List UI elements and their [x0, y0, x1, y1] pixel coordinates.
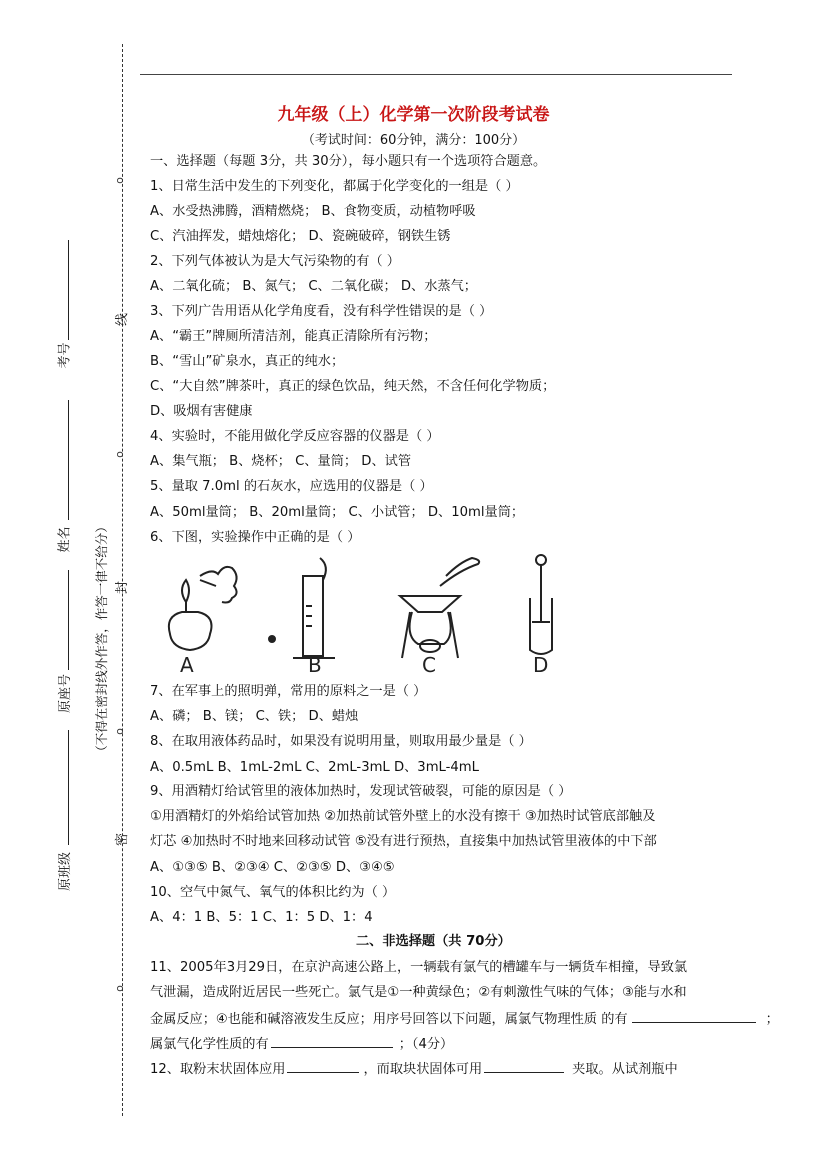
- q11-physical-answer-blank[interactable]: [632, 1008, 756, 1023]
- q11-line2: 气泄漏，造成附近居民一些死亡。氯气是①一种黄绿色；②有刺激性气味的气体；③能与水和: [150, 985, 687, 1000]
- field-seat-line[interactable]: [68, 570, 69, 670]
- q7-stem: 7、在军事上的照明弹，常用的原料之一是（ ）: [150, 684, 427, 699]
- q9-reasons-line2: 灯芯 ④加热时不时地来回移动试管 ⑤没有进行预热，直接集中加热试管里液体的中下部: [150, 834, 657, 849]
- q7-options: A、磷； B、镁； C、铁； D、蜡烛: [150, 709, 359, 724]
- q12-text-c: 夹取。从试剂瓶中: [572, 1062, 678, 1077]
- figure-a-alcohol-lamp: [169, 567, 237, 650]
- field-exam-number-label: 考号: [57, 342, 73, 369]
- figure-b-graduated-cylinder: [269, 558, 335, 658]
- field-seat-label: 原座号: [58, 673, 74, 714]
- binding-note: （不得在密封线外作答，作答一律不给分）: [93, 520, 109, 758]
- q5-stem: 5、量取 7.0ml 的石灰水，应选用的仪器是（ ）: [150, 479, 433, 494]
- q11-line3-text: 金属反应；④也能和碱溶液发生反应；用序号回答以下问题，属氯气物理性质 的有: [150, 1012, 628, 1027]
- q3-option-d: D、吸烟有害健康: [150, 404, 253, 419]
- q9-options: A、①③⑤ B、②③④ C、②③⑤ D、③④⑤: [150, 860, 395, 875]
- q11-line4-text: 属氯气化学性质的有: [150, 1037, 269, 1052]
- figure-label-a: A: [180, 653, 194, 676]
- figure-c-heating-setup: [400, 558, 479, 658]
- q11-line4-end: ；（4分）: [398, 1037, 454, 1052]
- field-exam-number-line[interactable]: [68, 240, 69, 340]
- q11-line4: [150, 1033, 453, 1055]
- figure-label-b: B: [308, 653, 322, 676]
- field-name-line[interactable]: [68, 400, 69, 520]
- q3-option-a: A、“霸王”牌厕所清洁剂，能真正清除所有污物；: [150, 329, 437, 344]
- q9-reasons-line1: ①用酒精灯的外焰给试管加热 ②加热前试管外壁上的水没有擦干 ③加热时试管底部触及: [150, 809, 656, 824]
- binding-mark-circle-2: o: [112, 451, 126, 458]
- top-rule: [140, 74, 732, 75]
- q4-options: A、集气瓶； B、烧杯； C、量筒； D、试管: [150, 454, 412, 469]
- q12-powder-blank[interactable]: [287, 1058, 359, 1073]
- binding-mark-circle-1: o: [112, 177, 126, 184]
- q11-line3: [150, 1008, 779, 1030]
- section1-heading: 一、选择题（每题 3分，共 30分），每小题只有一个选项符合题意。: [150, 154, 547, 169]
- q9-stem: 9、用酒精灯给试管里的液体加热时，发现试管破裂，可能的原因是（ ）: [150, 784, 572, 799]
- q12-line1: [150, 1058, 678, 1080]
- field-class-label: 原班级: [58, 851, 74, 892]
- binding-mark-xian: 线: [115, 312, 131, 327]
- q11-chemical-answer-blank[interactable]: [271, 1033, 393, 1048]
- exam-subtitle: （考试时间：60分钟，满分：100分）: [301, 133, 526, 148]
- exam-title: 九年级（上）化学第一次阶段考试卷: [277, 105, 550, 125]
- field-name-label: 姓名: [57, 526, 73, 553]
- q12-text-b: ，而取块状固体可用: [363, 1062, 483, 1077]
- q8-options: A、0.5mL B、1mL-2mL C、2mL-3mL D、3mL-4mL: [150, 760, 480, 775]
- q1-option-ab: A、水受热沸腾，酒精燃烧； B、食物变质，动植物呼吸: [150, 204, 476, 219]
- figure-d-dropper-test-tube: [530, 555, 552, 654]
- q11-line3-end: ；: [765, 1012, 779, 1027]
- q12-block-blank[interactable]: [484, 1058, 564, 1073]
- q5-options: A、50ml量筒； B、20ml量筒； C、小试管； D、10ml量筒；: [150, 505, 525, 520]
- q10-stem: 10、空气中氮气、氧气的体积比约为（ ）: [150, 885, 396, 900]
- q8-stem: 8、在取用液体药品时，如果没有说明用量，则取用最少量是（ ）: [150, 734, 532, 749]
- binding-mark-mi: 密: [115, 832, 131, 847]
- binding-mark-feng: 封: [115, 580, 131, 595]
- q4-stem: 4、实验时，不能用做化学反应容器的仪器是（ ）: [150, 429, 440, 444]
- q1-stem: 1、日常生活中发生的下列变化，都属于化学变化的一组是（ ）: [150, 179, 519, 194]
- q2-stem: 2、下列气体被认为是大气污染物的有（ ）: [150, 254, 400, 269]
- q2-options: A、二氧化硫； B、氮气； C、二氧化碳； D、水蒸气；: [150, 279, 477, 294]
- section2-heading: 二、非选择题（共 70分）: [356, 934, 511, 949]
- q3-stem: 3、下列广告用语从化学角度看，没有科学性错误的是（ ）: [150, 304, 493, 319]
- q3-option-b: B、“雪山”矿泉水，真正的纯水；: [150, 354, 345, 369]
- q11-line1: 11、2005年3月29日，在京沪高速公路上，一辆载有氯气的槽罐车与一辆货车相撞，导致氯: [150, 960, 688, 975]
- q3-option-c: C、“大自然”牌茶叶，真正的绿色饮品，纯天然，不含任何化学物质；: [150, 379, 556, 394]
- q6-figure: [160, 546, 580, 676]
- field-class-line[interactable]: [68, 730, 69, 845]
- figure-label-d: D: [533, 653, 549, 676]
- q1-option-cd: C、汽油挥发，蜡烛熔化； D、瓷碗破碎，钢铁生锈: [150, 229, 451, 244]
- q6-stem: 6、下图，实验操作中正确的是（ ）: [150, 530, 361, 545]
- q12-text-a: 12、取粉末状固体应用: [150, 1062, 286, 1077]
- binding-mark-circle-3: o: [112, 728, 126, 735]
- q10-options: A、4：1 B、5：1 C、1：5 D、1：4: [150, 910, 373, 925]
- figure-label-c: C: [422, 653, 436, 676]
- binding-mark-circle-4: o: [112, 985, 126, 992]
